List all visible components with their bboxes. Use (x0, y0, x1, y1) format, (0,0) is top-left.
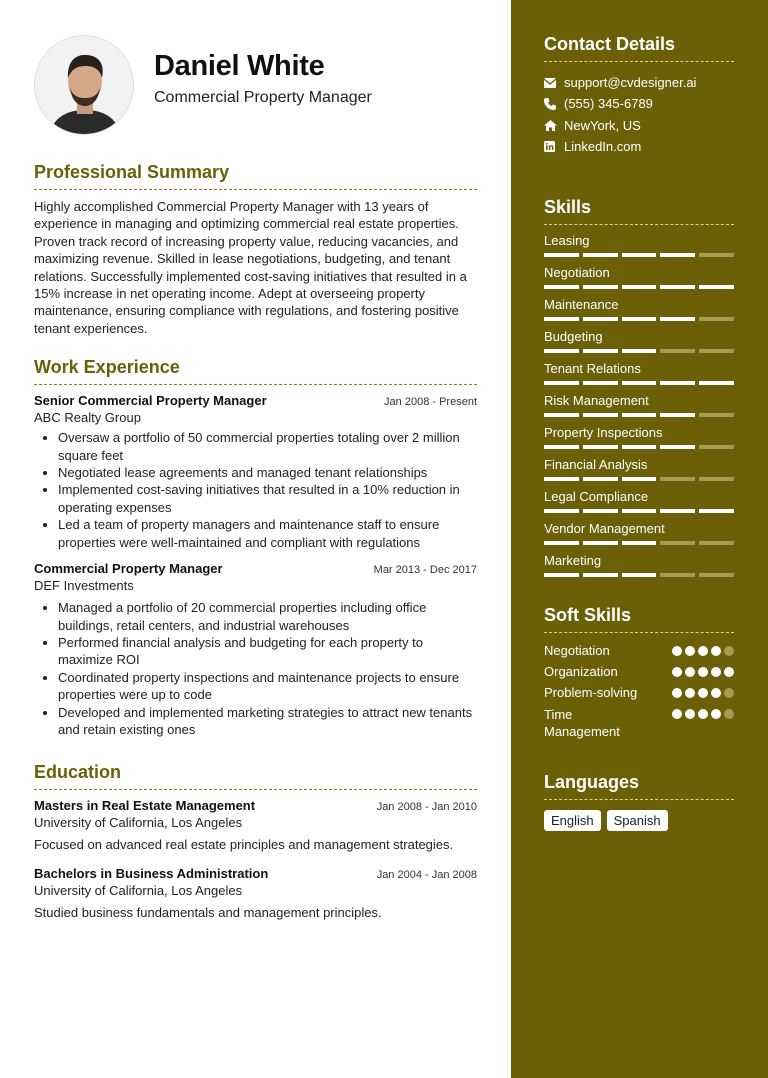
skills-list (544, 233, 734, 577)
skill-name: Budgeting (544, 329, 603, 345)
email-text: support@cvdesigner.ai (564, 75, 697, 91)
skill-bar-segment (622, 413, 657, 417)
list-item: • Oversaw a portfolio of 50 commercial properties totaling over 2 million square feet (58, 429, 477, 464)
skill-bar-segment (544, 413, 579, 417)
education-entry (34, 798, 477, 852)
skill-bar-segment (583, 509, 618, 513)
skill-name: Risk Management (544, 393, 649, 409)
skill-bar-segment (622, 541, 657, 545)
skill-bar-segment (622, 445, 657, 449)
education-date: Jan 2004 - Jan 2008 (376, 869, 477, 882)
rating-dot (672, 646, 682, 656)
rating-dot (685, 688, 695, 698)
resume-header (34, 0, 477, 150)
skills-title: Skills (544, 197, 734, 225)
rating-dot (724, 688, 734, 698)
rating-dot (685, 667, 695, 677)
skill-name: Marketing (544, 553, 602, 569)
skill-bar-segment (544, 285, 579, 289)
rating-dot (685, 646, 695, 656)
skill-name: Property Inspections (544, 425, 663, 441)
skill-bar-segment (660, 253, 695, 257)
skill-bar-segment (699, 477, 734, 481)
skill-bar-segment (544, 541, 579, 545)
job-title: Commercial Property Manager (34, 561, 223, 577)
soft-skill-name: Problem-solving (544, 685, 638, 701)
skill-name: Tenant Relations (544, 361, 641, 377)
job-company: DEF Investments (34, 578, 134, 594)
skill-item (544, 521, 734, 545)
skill-bar-segment (699, 285, 734, 289)
language-tag: English (544, 810, 601, 831)
rating-dot (724, 667, 734, 677)
skill-bar-segment (544, 445, 579, 449)
skill-bar-segment (699, 349, 734, 353)
skill-bar-segment (583, 381, 618, 385)
skill-bar-segment (544, 317, 579, 321)
skill-item (544, 489, 734, 513)
contact-phone[interactable] (544, 93, 734, 114)
soft-skill-rating (672, 709, 734, 719)
skill-item (544, 393, 734, 417)
skill-bar-segment (622, 349, 657, 353)
summary-text: Highly accomplished Commercial Property Manager with 13 years of experience in managing and optimizing commercial real estate properties. Proven track record of increasing property value, reducing vacancies, and maximizing revenue. Skilled in lease negotiations, budgeting, and tenant relations. Successfully implemented cost-saving initiatives that resulted in a 15% increase in net operating income. Adept at overseeing property maintenance, ensuring compliance with regulations, and fostering positive tenant experiences. (34, 199, 467, 336)
experience-section (34, 357, 477, 738)
envelope-icon (544, 78, 564, 88)
skill-bar-segment (583, 413, 618, 417)
skill-bar-segment (583, 477, 618, 481)
list-item: • Negotiated lease agreements and managed tenant relationships (58, 464, 477, 481)
soft-skill-item (544, 643, 734, 658)
skill-bar-segment (699, 253, 734, 257)
skill-bar-segment (544, 509, 579, 513)
education-description: Studied business fundamentals and management principles. (34, 905, 382, 921)
school-name: University of California, Los Angeles (34, 815, 243, 831)
skill-bar (544, 317, 734, 321)
skill-bar-segment (622, 477, 657, 481)
skill-item (544, 553, 734, 577)
skill-bar-segment (660, 541, 695, 545)
list-item: • Implemented cost-saving initiatives that resulted in a 10% reduction in operating expenses (58, 481, 477, 516)
rating-dot (685, 709, 695, 719)
school-name: University of California, Los Angeles (34, 883, 243, 899)
rating-dot (711, 667, 721, 677)
linkedin-icon (544, 141, 564, 152)
skill-bar (544, 381, 734, 385)
list-item: • Managed a portfolio of 20 commercial properties including office buildings, retail centers, and industrial warehouses (58, 599, 477, 634)
education-date: Jan 2008 - Jan 2010 (376, 801, 477, 814)
phone-text: (555) 345-6789 (564, 96, 653, 112)
skill-bar-segment (583, 285, 618, 289)
section-title: Education (34, 762, 477, 790)
contact-list (544, 72, 734, 157)
skill-bar-segment (622, 253, 657, 257)
rating-dot (711, 688, 721, 698)
rating-dot (724, 709, 734, 719)
degree-title: Bachelors in Business Administration (34, 866, 269, 882)
skill-bar-segment (622, 381, 657, 385)
skill-bar-segment (699, 381, 734, 385)
skill-name: Vendor Management (544, 521, 665, 537)
skill-bar-segment (660, 573, 695, 577)
skill-bar (544, 509, 734, 513)
soft-skill-rating (672, 646, 734, 656)
languages-title: Languages (544, 772, 734, 800)
list-item: • Led a team of property managers and maintenance staff to ensure properties were well-maintained and compliant with regulations (58, 516, 477, 551)
skill-bar-segment (660, 445, 695, 449)
contact-location (544, 115, 734, 136)
skill-bar-segment (544, 573, 579, 577)
phone-icon (544, 98, 564, 110)
rating-dot (711, 646, 721, 656)
skill-item (544, 265, 734, 289)
contact-linkedin[interactable] (544, 136, 734, 157)
contact-title: Contact Details (544, 34, 734, 62)
linkedin-text: LinkedIn.com (564, 139, 642, 155)
section-title: Work Experience (34, 357, 477, 385)
skill-name: Financial Analysis (544, 457, 648, 473)
skill-bar-segment (622, 317, 657, 321)
soft-skills-list (544, 643, 734, 740)
skill-bar-segment (544, 477, 579, 481)
candidate-name: Daniel White (154, 50, 325, 82)
profile-photo (34, 35, 134, 135)
skill-item (544, 457, 734, 481)
skill-name: Maintenance (544, 297, 619, 313)
rating-dot (711, 709, 721, 719)
sidebar (511, 0, 768, 1078)
skill-item (544, 233, 734, 257)
rating-dot (672, 667, 682, 677)
skill-name: Negotiation (544, 265, 610, 281)
skill-bar-segment (583, 317, 618, 321)
skill-bar-segment (699, 413, 734, 417)
degree-title: Masters in Real Estate Management (34, 798, 256, 814)
list-item: • Developed and implemented marketing strategies to attract new tenants and retain existing ones (58, 704, 477, 739)
rating-dot (698, 688, 708, 698)
skill-bar-segment (622, 509, 657, 513)
skill-bar (544, 413, 734, 417)
soft-skill-item (544, 706, 734, 740)
summary-section (34, 162, 477, 337)
rating-dot (698, 646, 708, 656)
skill-bar-segment (699, 317, 734, 321)
languages-list (544, 810, 734, 831)
list-item: • Coordinated property inspections and maintenance projects to ensure properties were up to code (58, 669, 477, 704)
location-text: NewYork, US (564, 117, 641, 133)
home-icon (544, 120, 564, 131)
skill-item (544, 329, 734, 353)
contact-email[interactable] (544, 72, 734, 93)
soft-skill-rating (672, 688, 734, 698)
soft-skill-name: Time Management (544, 707, 620, 740)
rating-dot (724, 646, 734, 656)
rating-dot (698, 709, 708, 719)
job-date: Mar 2013 - Dec 2017 (373, 564, 477, 577)
rating-dot (698, 667, 708, 677)
skill-bar-segment (660, 509, 695, 513)
skill-bar-segment (699, 509, 734, 513)
skill-item (544, 425, 734, 449)
skill-bar-segment (544, 349, 579, 353)
skill-bar-segment (583, 349, 618, 353)
skill-bar (544, 445, 734, 449)
education-description: Focused on advanced real estate principles and management strategies. (34, 837, 454, 853)
skill-bar-segment (660, 477, 695, 481)
soft-skill-name: Negotiation (544, 643, 610, 659)
skill-bar-segment (660, 381, 695, 385)
skill-bar (544, 573, 734, 577)
job-entry (34, 393, 477, 551)
skill-bar-segment (699, 573, 734, 577)
education-entry (34, 866, 477, 920)
skill-bar-segment (544, 253, 579, 257)
skill-name: Leasing (544, 233, 590, 249)
skill-bar-segment (660, 285, 695, 289)
soft-skill-name: Organization (544, 664, 618, 680)
skill-item (544, 297, 734, 321)
list-item: • Performed financial analysis and budgeting for each property to maximize ROI (58, 634, 477, 669)
job-date: Jan 2008 - Present (384, 396, 477, 409)
rating-dot (672, 688, 682, 698)
skill-bar (544, 253, 734, 257)
skill-bar-segment (583, 541, 618, 545)
soft-skill-item (544, 664, 734, 679)
skill-bar-segment (660, 317, 695, 321)
rating-dot (672, 709, 682, 719)
job-bullets (34, 599, 477, 738)
skill-item (544, 361, 734, 385)
skill-bar-segment (622, 573, 657, 577)
job-title: Senior Commercial Property Manager (34, 393, 267, 409)
skill-bar-segment (544, 381, 579, 385)
soft-skill-rating (672, 667, 734, 677)
skill-bar-segment (583, 573, 618, 577)
person-avatar-icon (35, 36, 134, 135)
soft-skills-title: Soft Skills (544, 605, 734, 633)
skill-bar-segment (699, 445, 734, 449)
skill-bar-segment (660, 413, 695, 417)
skill-bar-segment (622, 285, 657, 289)
skill-bar-segment (583, 445, 618, 449)
skill-bar (544, 541, 734, 545)
skill-bar (544, 477, 734, 481)
skill-bar-segment (583, 253, 618, 257)
section-title: Professional Summary (34, 162, 477, 190)
skill-bar-segment (660, 349, 695, 353)
language-tag: Spanish (607, 810, 668, 831)
education-section (34, 762, 477, 920)
skill-bar (544, 285, 734, 289)
candidate-role: Commercial Property Manager (154, 89, 372, 106)
job-bullets (34, 429, 477, 551)
job-company: ABC Realty Group (34, 410, 141, 426)
skill-bar (544, 349, 734, 353)
job-entry (34, 561, 477, 738)
soft-skill-item (544, 685, 734, 700)
skill-name: Legal Compliance (544, 489, 649, 505)
skill-bar-segment (699, 541, 734, 545)
